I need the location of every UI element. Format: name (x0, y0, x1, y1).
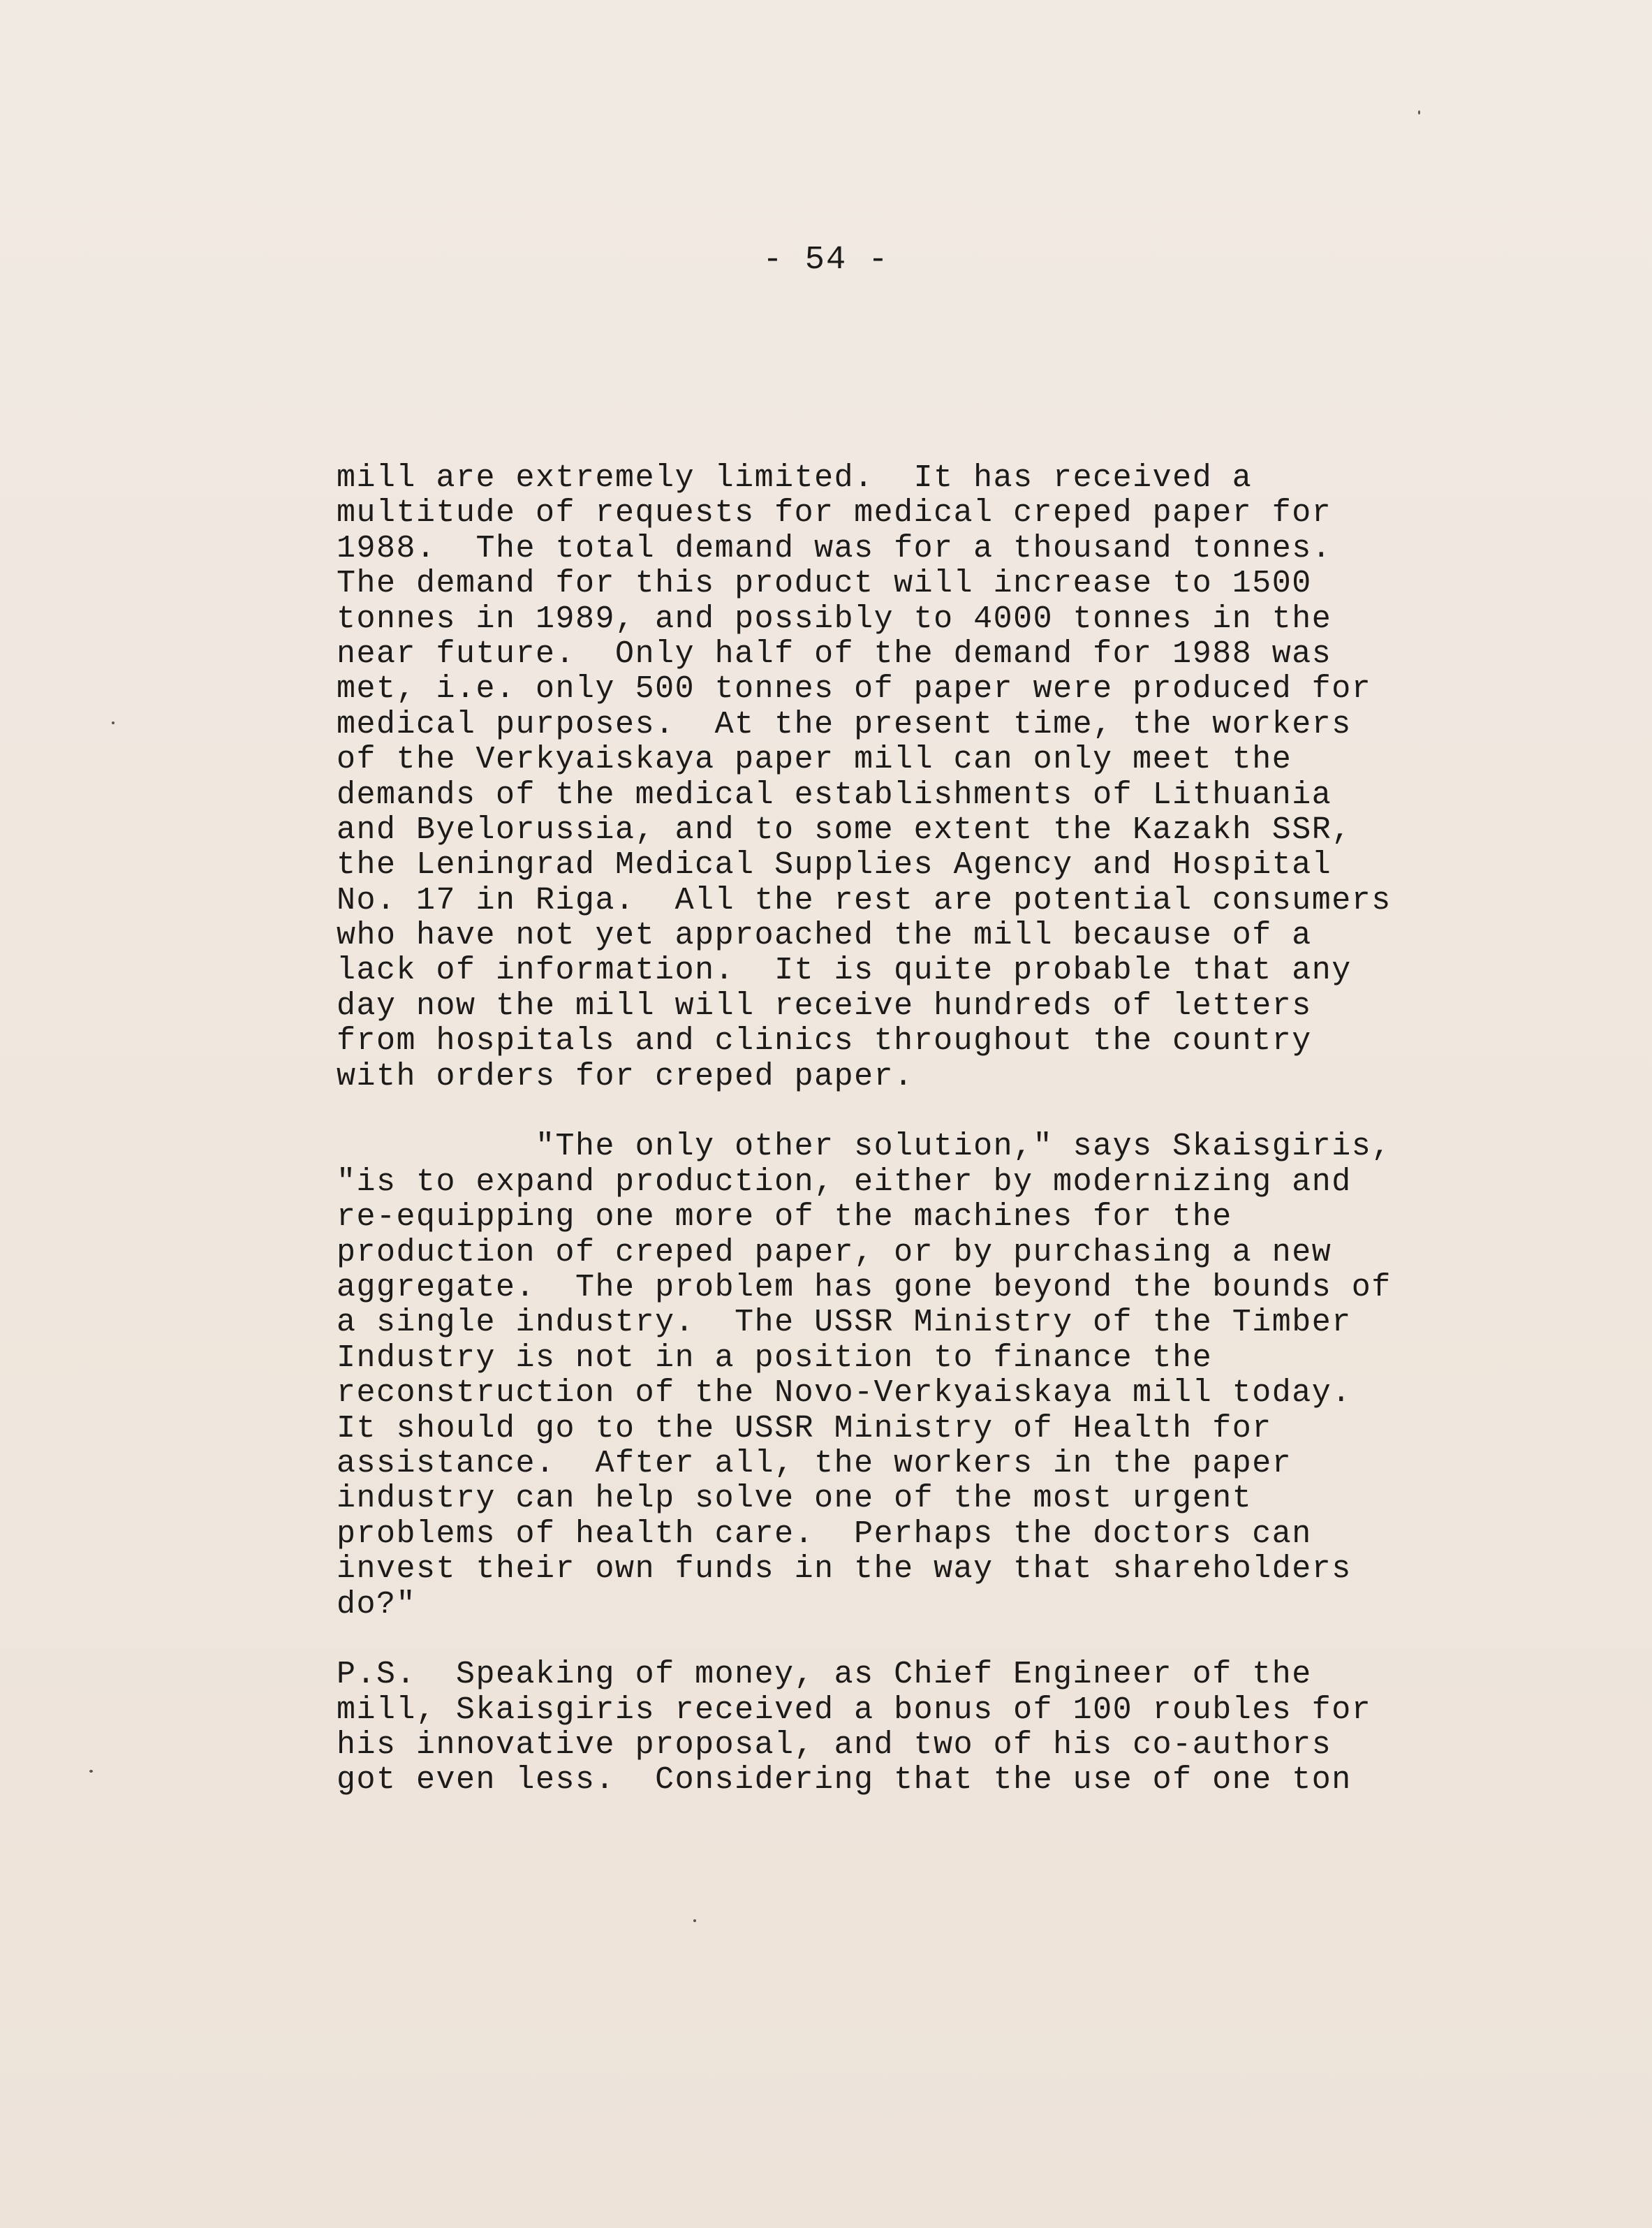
text-line: multitude of requests for medical creped paper for (337, 495, 1332, 532)
text-line: production of creped paper, or by purchasing a new (337, 1234, 1332, 1270)
paragraph-2 (337, 1129, 1482, 1622)
text-line: got even less. Considering that the use of one ton (337, 1762, 1352, 1798)
text-line: do?" (337, 1586, 417, 1622)
text-line: from hospitals and clinics throughout the country (337, 1023, 1312, 1060)
text-line: with orders for creped paper. (337, 1058, 914, 1094)
text-line: reconstruction of the Novo-Verkyaiskaya mill today. (337, 1375, 1352, 1412)
text-line: problems of health care. Perhaps the doctors can (337, 1516, 1312, 1552)
text-line: "is to expand production, either by modernizing and (337, 1164, 1352, 1200)
text-line: and Byelorussia, and to some extent the Kazakh SSR, (337, 812, 1352, 848)
text-line: day now the mill will receive hundreds of letters (337, 988, 1312, 1024)
text-line: medical purposes. At the present time, the workers (337, 706, 1352, 742)
text-line: aggregate. The problem has gone beyond the bounds of (337, 1269, 1392, 1305)
paragraph-1 (337, 461, 1482, 1094)
text-line: met, i.e. only 500 tonnes of paper were produced for (337, 671, 1372, 708)
text-line: a single industry. The USSR Ministry of the Timber (337, 1305, 1352, 1341)
paper-speck (89, 1770, 93, 1773)
text-line: mill are extremely limited. It has received a (337, 460, 1253, 496)
text-line: No. 17 in Riga. All the rest are potential consumers (337, 882, 1392, 918)
text-line: It should go to the USSR Ministry of Health for (337, 1410, 1272, 1446)
text-line: lack of information. It is quite probable that any (337, 953, 1352, 989)
text-line: P.S. Speaking of money, as Chief Engineer of the (337, 1657, 1312, 1693)
text-line: industry can help solve one of the most urgent (337, 1481, 1253, 1517)
text-line: invest their own funds in the way that shareholders (337, 1551, 1352, 1588)
text-line: re-equipping one more of the machines for the (337, 1199, 1232, 1236)
paragraph-postscript (337, 1657, 1482, 1798)
paragraph-spacer (337, 1094, 1482, 1129)
paper-speck (1418, 110, 1420, 115)
text-line: who have not yet approached the mill because of a (337, 918, 1312, 954)
paragraph-spacer (337, 1622, 1482, 1657)
text-line: of the Verkyaiskaya paper mill can only meet the (337, 742, 1292, 778)
text-line: his innovative proposal, and two of his co-authors (337, 1727, 1332, 1764)
text-line: Industry is not in a position to finance the (337, 1340, 1213, 1376)
body-text (337, 461, 1482, 1798)
paper-speck (112, 721, 115, 724)
text-line: "The only other solution," says Skaisgiris, (337, 1129, 1392, 1165)
page-number: - 54 - (762, 242, 890, 279)
text-line: The demand for this product will increase to 1500 (337, 566, 1312, 602)
text-line: 1988. The total demand was for a thousand tonnes. (337, 530, 1332, 566)
paper-speck (693, 1919, 696, 1922)
text-line: demands of the medical establishments of Lithuania (337, 777, 1332, 813)
text-line: assistance. After all, the workers in the paper (337, 1445, 1292, 1481)
text-line: tonnes in 1989, and possibly to 4000 tonnes in the (337, 601, 1332, 637)
text-line: the Leningrad Medical Supplies Agency and Hospital (337, 847, 1332, 884)
text-line: near future. Only half of the demand for 1988 was (337, 636, 1332, 672)
text-line: mill, Skaisgiris received a bonus of 100 roubles for (337, 1692, 1372, 1728)
